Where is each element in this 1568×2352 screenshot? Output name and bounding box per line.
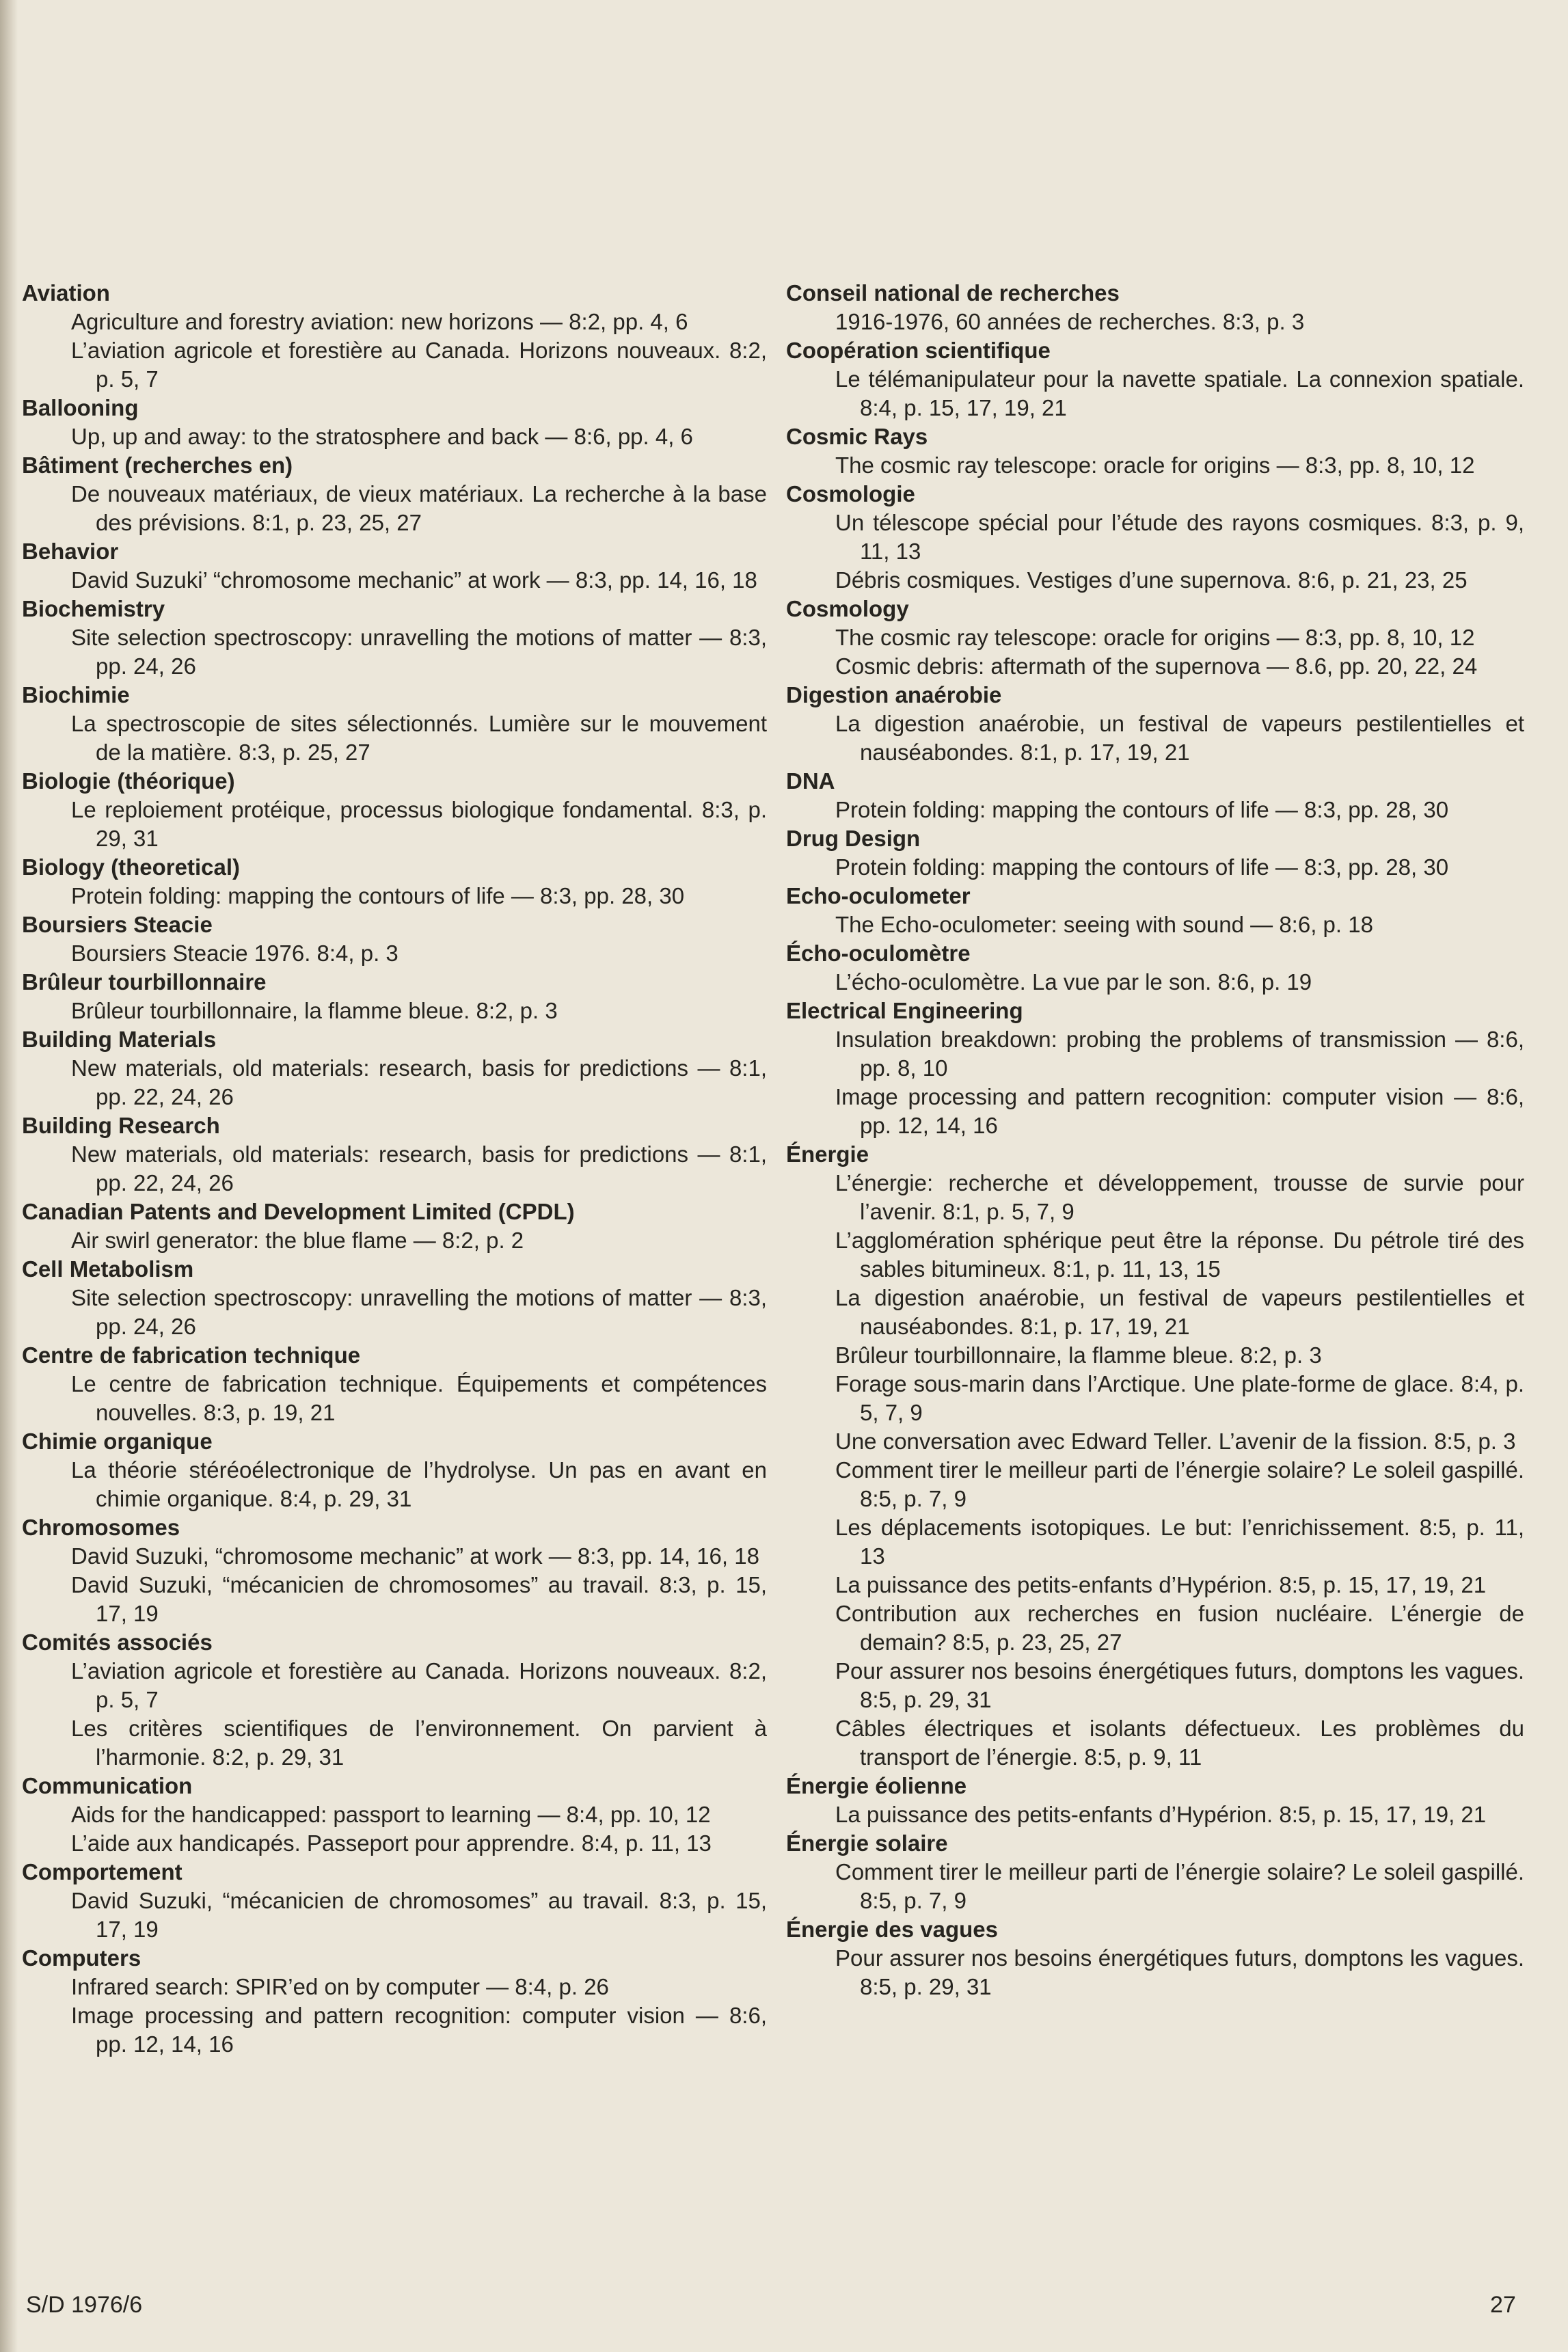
index-term: Écho-oculomètre [786,941,971,966]
index-entry: Pour assurer nos besoins énergétiques futurs, domptons les vagues. 8:5, p. 29, 31 [835,1658,1524,1712]
index-entry: Une conversation avec Edward Teller. L’avenir de la fission. 8:5, p. 3 [835,1429,1516,1454]
index-entry: Forage sous-marin dans l’Arctique. Une plate-forme de glace. 8:4, p. 5, 7, 9 [835,1371,1524,1425]
index-entry: Pour assurer nos besoins énergétiques futurs, domptons les vagues. 8:5, p. 29, 31 [835,1945,1524,1999]
index-entry: Câbles électriques et isolants défectueux. Les problèmes du transport de l’énergie. 8:5, p. 9, 11 [835,1716,1524,1770]
index-entry: De nouveaux matériaux, de vieux matériaux. La recherche à la base des prévisions. 8:1, p. 23, 25, 27 [71,481,767,535]
index-entry: New materials, old materials: research, basis for predictions — 8:1, pp. 22, 24, 26 [71,1141,767,1195]
index-entry: Insulation breakdown: probing the problems of transmission — 8:6, pp. 8, 10 [835,1027,1524,1081]
index-term: Cosmologie [786,481,915,506]
index-entry: New materials, old materials: research, basis for predictions — 8:1, pp. 22, 24, 26 [71,1055,767,1109]
index-entry: The cosmic ray telescope: oracle for origins — 8:3, pp. 8, 10, 12 [835,452,1475,478]
index-entry: L’écho-oculomètre. La vue par le son. 8:6, p. 19 [835,969,1312,995]
index-entry: La puissance des petits-enfants d’Hypérion. 8:5, p. 15, 17, 19, 21 [835,1572,1487,1597]
index-term: Echo-oculometer [786,883,971,908]
index-term: Conseil national de recherches [786,280,1120,306]
index-entry: Brûleur tourbillonnaire, la flamme bleue. 8:2, p. 3 [835,1342,1322,1368]
index-entry: Le reploiement protéique, processus biologique fondamental. 8:3, p. 29, 31 [71,797,767,851]
index-term: Biology (theoretical) [22,854,241,880]
index-term: Énergie éolienne [786,1773,967,1798]
index-term: Coopération scientifique [786,338,1051,363]
index-entry: La digestion anaérobie, un festival de vapeurs pestilentielles et nauséabondes. 8:1, p. 17, 19, 21 [835,1285,1524,1339]
index-term: Building Materials [22,1027,217,1052]
index-entry: Aids for the handicapped: passport to learning — 8:4, pp. 10, 12 [71,1802,711,1827]
index-term: Énergie solaire [786,1830,948,1856]
index-term: Cosmic Rays [786,424,928,449]
index-entry: David Suzuki’ “chromosome mechanic” at work — 8:3, pp. 14, 16, 18 [71,567,757,593]
index-term: Digestion anaérobie [786,682,1002,707]
index-term: Biologie (théorique) [22,768,235,794]
index-entry: Le télémanipulateur pour la navette spatiale. La connexion spatiale. 8:4, p. 15, 17, 19, 21 [835,366,1524,420]
index-entry: Site selection spectroscopy: unravelling the motions of matter — 8:3, pp. 24, 26 [71,1285,767,1339]
index-entry: L’énergie: recherche et développement, trousse de survie pour l’avenir. 8:1, p. 5, 7, 9 [835,1170,1524,1224]
index-entry: Air swirl generator: the blue flame — 8:2, p. 2 [71,1228,524,1253]
index-entry: Les déplacements isotopiques. Le but: l’enrichissement. 8:5, p. 11, 13 [835,1515,1524,1569]
index-term: Cosmology [786,596,909,621]
index-entry: Site selection spectroscopy: unravelling the motions of matter — 8:3, pp. 24, 26 [71,625,767,679]
page-number: 27 [1490,2292,1516,2318]
index-term: Énergie des vagues [786,1917,998,1942]
index-term: Bâtiment (recherches en) [22,452,293,478]
index-term: Biochemistry [22,596,165,621]
index-entry: Un télescope spécial pour l’étude des rayons cosmiques. 8:3, p. 9, 11, 13 [835,510,1524,564]
index-term: Ballooning [22,395,139,420]
index-term: Cell Metabolism [22,1256,194,1282]
index-entry: Protein folding: mapping the contours of life — 8:3, pp. 28, 30 [71,883,685,908]
index-entry: Image processing and pattern recognition: computer vision — 8:6, pp. 12, 14, 16 [835,1084,1524,1138]
index-entry: David Suzuki, “mécanicien de chromosomes” au travail. 8:3, p. 15, 17, 19 [71,1572,767,1626]
index-entry: Protein folding: mapping the contours of life — 8:3, pp. 28, 30 [835,854,1449,880]
index-entry: Agriculture and forestry aviation: new horizons — 8:2, pp. 4, 6 [71,309,688,334]
index-entry: L’agglomération sphérique peut être la réponse. Du pétrole tiré des sables bitumineux. 8:1, p. 11, 13, 15 [835,1228,1524,1282]
index-entry: The Echo-oculometer: seeing with sound — 8:6, p. 18 [835,912,1373,937]
index-entry: Brûleur tourbillonnaire, la flamme bleue. 8:2, p. 3 [71,998,558,1023]
index-column-left [22,279,767,2059]
index-term: DNA [786,768,835,794]
index-entry: Boursiers Steacie 1976. 8:4, p. 3 [71,941,398,966]
index-entry: Comment tirer le meilleur parti de l’énergie solaire? Le soleil gaspillé. 8:5, p. 7, 9 [835,1457,1524,1511]
index-entry: Comment tirer le meilleur parti de l’énergie solaire? Le soleil gaspillé. 8:5, p. 7, 9 [835,1859,1524,1913]
index-term: Computers [22,1945,141,1971]
index-entry: 1916-1976, 60 années de recherches. 8:3, p. 3 [835,309,1305,334]
index-term: Brûleur tourbillonnaire [22,969,267,995]
index-term: Centre de fabrication technique [22,1342,361,1368]
page-binding-edge [0,0,18,2352]
index-entry: Up, up and away: to the stratosphere and back — 8:6, pp. 4, 6 [71,424,693,449]
index-term: Canadian Patents and Development Limited (CPDL) [22,1199,575,1224]
index-entry: Le centre de fabrication technique. Équipements et compétences nouvelles. 8:3, p. 19, 21 [71,1371,767,1425]
index-entry: La spectroscopie de sites sélectionnés. Lumière sur le mouvement de la matière. 8:3, p. 25, 27 [71,711,767,765]
index-term: Énergie [786,1141,869,1167]
index-term: Drug Design [786,826,921,851]
index-entry: Cosmic debris: aftermath of the supernova — 8.6, pp. 20, 22, 24 [835,653,1478,679]
index-entry: Image processing and pattern recognition: computer vision — 8:6, pp. 12, 14, 16 [71,2003,767,2057]
index-entry: Contribution aux recherches en fusion nucléaire. L’énergie de demain? 8:5, p. 23, 25, 27 [835,1601,1524,1655]
index-column-right [786,279,1524,2001]
index-term: Building Research [22,1113,220,1138]
index-term: Boursiers Steacie [22,912,213,937]
index-entry: La théorie stéréoélectronique de l’hydrolyse. Un pas en avant en chimie organique. 8:4, p. 29, 31 [71,1457,767,1511]
index-term: Biochimie [22,682,130,707]
index-entry: David Suzuki, “mécanicien de chromosomes” au travail. 8:3, p. 15, 17, 19 [71,1888,767,1942]
index-entry: Infrared search: SPIR’ed on by computer — 8:4, p. 26 [71,1974,609,1999]
index-term: Communication [22,1773,193,1798]
index-term: Chromosomes [22,1515,180,1540]
index-term: Comités associés [22,1630,213,1655]
index-entry: Protein folding: mapping the contours of life — 8:3, pp. 28, 30 [835,797,1449,822]
index-entry: L’aviation agricole et forestière au Canada. Horizons nouveaux. 8:2, p. 5, 7 [71,338,767,392]
index-entry: L’aide aux handicapés. Passeport pour apprendre. 8:4, p. 11, 13 [71,1830,712,1856]
issue-footer: S/D 1976/6 [26,2292,143,2318]
index-entry: La puissance des petits-enfants d’Hypérion. 8:5, p. 15, 17, 19, 21 [835,1802,1487,1827]
index-term: Behavior [22,539,119,564]
index-term: Chimie organique [22,1429,213,1454]
index-entry: Les critères scientifiques de l’environnement. On parvient à l’harmonie. 8:2, p. 29, 31 [71,1716,767,1770]
index-entry: The cosmic ray telescope: oracle for origins — 8:3, pp. 8, 10, 12 [835,625,1475,650]
index-entry: La digestion anaérobie, un festival de vapeurs pestilentielles et nauséabondes. 8:1, p. 17, 19, 21 [835,711,1524,765]
index-entry: L’aviation agricole et forestière au Canada. Horizons nouveaux. 8:2, p. 5, 7 [71,1658,767,1712]
index-term: Electrical Engineering [786,998,1023,1023]
index-entry: David Suzuki, “chromosome mechanic” at work — 8:3, pp. 14, 16, 18 [71,1543,759,1569]
index-term: Aviation [22,280,110,306]
index-term: Comportement [22,1859,183,1884]
index-entry: Débris cosmiques. Vestiges d’une supernova. 8:6, p. 21, 23, 25 [835,567,1468,593]
